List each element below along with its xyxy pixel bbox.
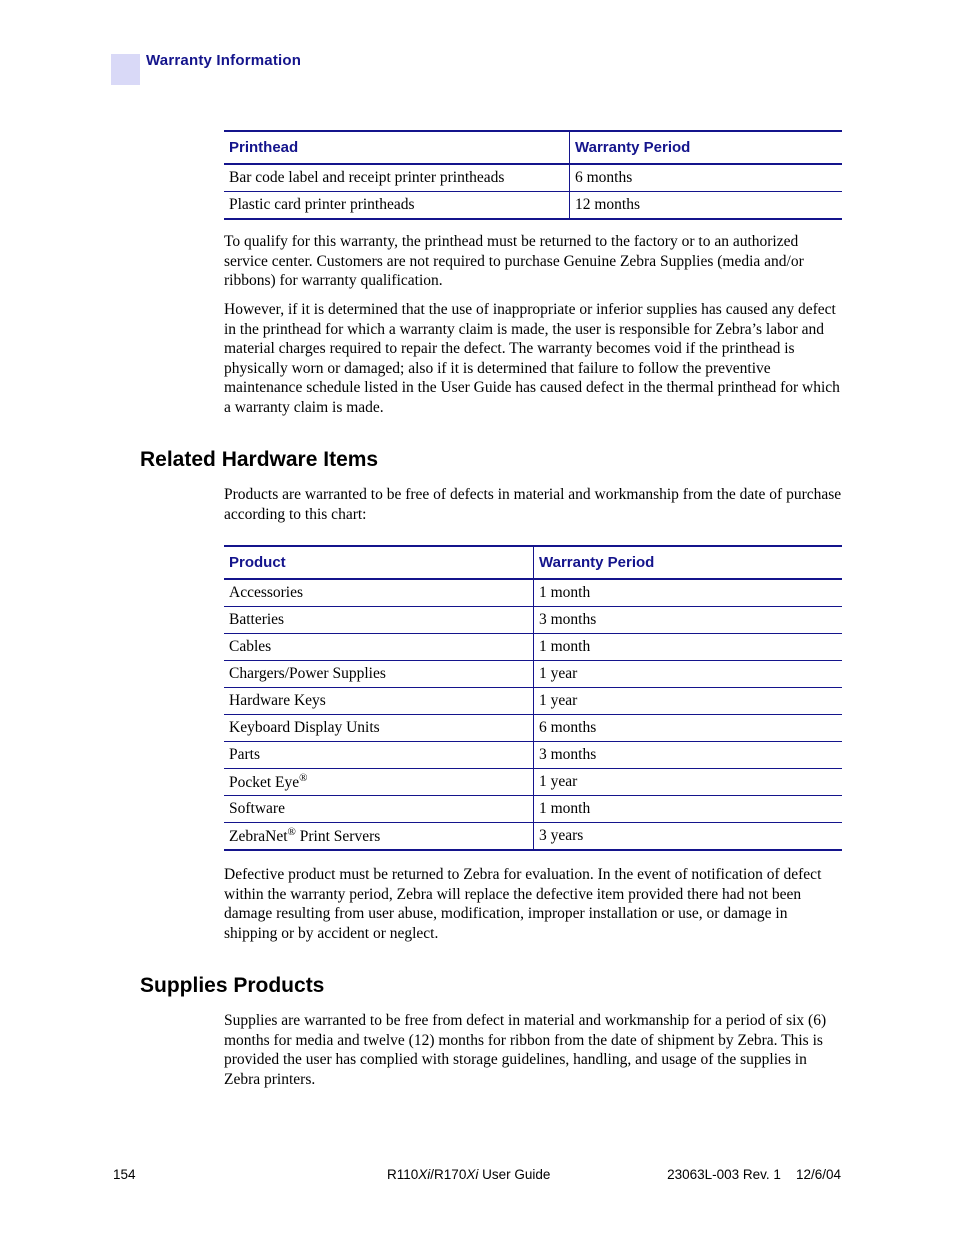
page-number: 154 — [113, 1167, 136, 1182]
products-intro-paragraph: Products are warranted to be free of defects in material and workmanship from the date of purchase according to this chart: — [224, 486, 842, 523]
registered-mark: ® — [287, 825, 296, 838]
registered-mark: ® — [299, 771, 308, 784]
table-row — [224, 192, 842, 220]
period-cell: 3 months — [534, 742, 843, 769]
period-cell: 6 months — [534, 715, 843, 742]
however-paragraph: However, if it is determined that the use of inappropriate or inferior supplies has caused any defect in the printhead for which a warranty claim is made, the user is responsible for Zebra’s labor and material charges required to repair the defect. The warranty becomes void if the printhead is physically worn or damaged; also if it is determined that failure to follow the preventive maintenance schedule listed in the User Guide has caused defect in the thermal printhead for which a warranty claim is made. — [224, 301, 840, 416]
period-cell: 3 years — [534, 823, 843, 851]
table-row — [224, 661, 842, 688]
qualify-paragraph: To qualify for this warranty, the printhead must be returned to the factory or to an authorized service center. Customers are not required to purchase Genuine Zebra Supplies (media and/or ribbons) for warranty qualification. — [224, 233, 804, 290]
product-cell: Software — [224, 796, 534, 823]
table-row — [224, 607, 842, 634]
product-cell: Parts — [224, 742, 534, 769]
defective-paragraph: Defective product must be returned to Zebra for evaluation. In the event of notification of defect within the warranty period, Zebra will replace the defective item provided there had not been damage resulting from user abuse, modification, improper installation or use, or damage in shipping or by accident or neglect. — [224, 866, 822, 942]
footer-doc-id: 23063L-003 Rev. 1 12/6/04 — [667, 1167, 841, 1182]
period-cell: 1 year — [534, 661, 843, 688]
period-cell: 12 months — [570, 192, 843, 220]
period-cell: 1 month — [534, 579, 843, 607]
printhead-cell: Bar code label and receipt printer printheads — [229, 169, 505, 186]
running-header-title: Warranty Information — [146, 52, 302, 69]
table-row — [224, 796, 842, 823]
table-row — [224, 634, 842, 661]
product-cell: Cables — [224, 634, 534, 661]
product-column-header: Product — [224, 546, 534, 579]
period-cell: 1 year — [534, 688, 843, 715]
printhead-column-header: Printhead — [224, 131, 570, 164]
period-cell: 1 month — [534, 796, 843, 823]
product-warranty-table — [224, 545, 842, 851]
printhead-cell: Plastic card printer printheads — [224, 192, 570, 220]
product-cell: Hardware Keys — [224, 688, 534, 715]
product-cell: Chargers/Power Supplies — [224, 661, 534, 688]
header-accent-block — [111, 54, 140, 85]
supplies-products-heading: Supplies Products — [140, 974, 325, 997]
table-row — [224, 164, 842, 192]
period-cell: 1 year — [534, 769, 843, 796]
table-row — [224, 715, 842, 742]
product-cell: Keyboard Display Units — [224, 715, 534, 742]
period-cell: 3 months — [534, 607, 843, 634]
printhead-period-column-header: Warranty Period — [570, 131, 843, 164]
supplies-paragraph: Supplies are warranted to be free from defect in material and workmanship for a period of six (6) months for media and twelve (12) months for ribbon from the date of shipment by Zebra. This is provided the user has complied with storage guidelines, handling, and usage of the supplies in Zebra printers. — [224, 1012, 827, 1088]
related-hardware-heading: Related Hardware Items — [140, 448, 379, 471]
product-period-column-header: Warranty Period — [534, 546, 843, 579]
product-cell: Accessories — [229, 584, 304, 601]
product-cell: Batteries — [224, 607, 534, 634]
table-row — [224, 688, 842, 715]
table-row — [224, 823, 842, 851]
product-cell: ZebraNet® Print Servers — [224, 823, 534, 851]
footer-guide-title: R110Xi/R170Xi User Guide — [387, 1167, 551, 1182]
product-cell: Pocket Eye® — [224, 769, 534, 796]
table-row — [224, 579, 842, 607]
printhead-warranty-table — [224, 130, 842, 220]
table-row — [224, 769, 842, 796]
period-cell: 1 month — [534, 634, 843, 661]
period-cell: 6 months — [570, 164, 843, 192]
table-row — [224, 742, 842, 769]
